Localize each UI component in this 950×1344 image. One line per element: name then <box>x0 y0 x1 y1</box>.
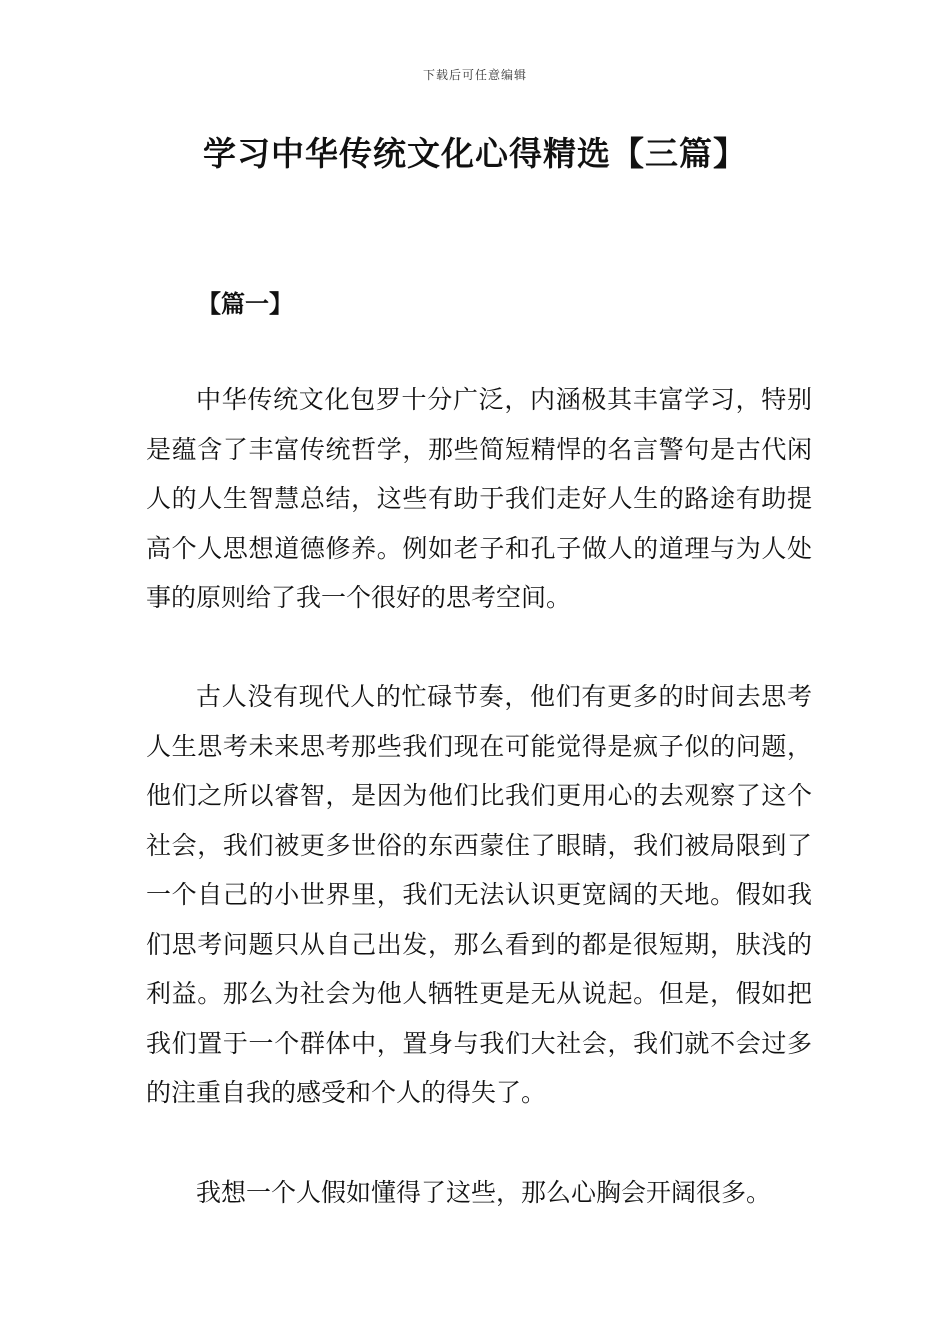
paragraph-1: 中华传统文化包罗十分广泛，内涵极其丰富学习，特别是蕴含了丰富传统哲学，那些简短精悍的名言警句是古代闲人的人生智慧总结，这些有助于我们走好人生的路途有助提高个人思想道德修养。例如老子和孔子做人的道理与为人处事的原则给了我一个很好的思考空间。 <box>146 385 812 612</box>
section-heading: 【篇一】 <box>197 290 293 318</box>
paragraph-3: 我想一个人假如懂得了这些，那么心胸会开阔很多。 <box>196 1178 772 1207</box>
paragraph-2: 古人没有现代人的忙碌节奏，他们有更多的时间去思考人生思考未来思考那些我们现在可能觉得是疯子似的问题，他们之所以睿智，是因为他们比我们更用心的去观察了这个社会，我们被更多世俗的东西蒙住了眼睛，我们被局限到了一个自己的小世界里，我们无法认识更宽阔的天地。假如我们思考问题只从自己出发，那么看到的都是很短期，肤浅的利益。那么为社会为他人牺牲更是无从说起。但是，假如把我们置于一个群体中，置身与我们大社会，我们就不会过多的注重自我的感受和个人的得失了。 <box>146 682 812 1107</box>
document-title: 学习中华传统文化心得精选【三篇】 <box>203 134 747 173</box>
header-note: 下载后可任意编辑 <box>422 68 527 82</box>
